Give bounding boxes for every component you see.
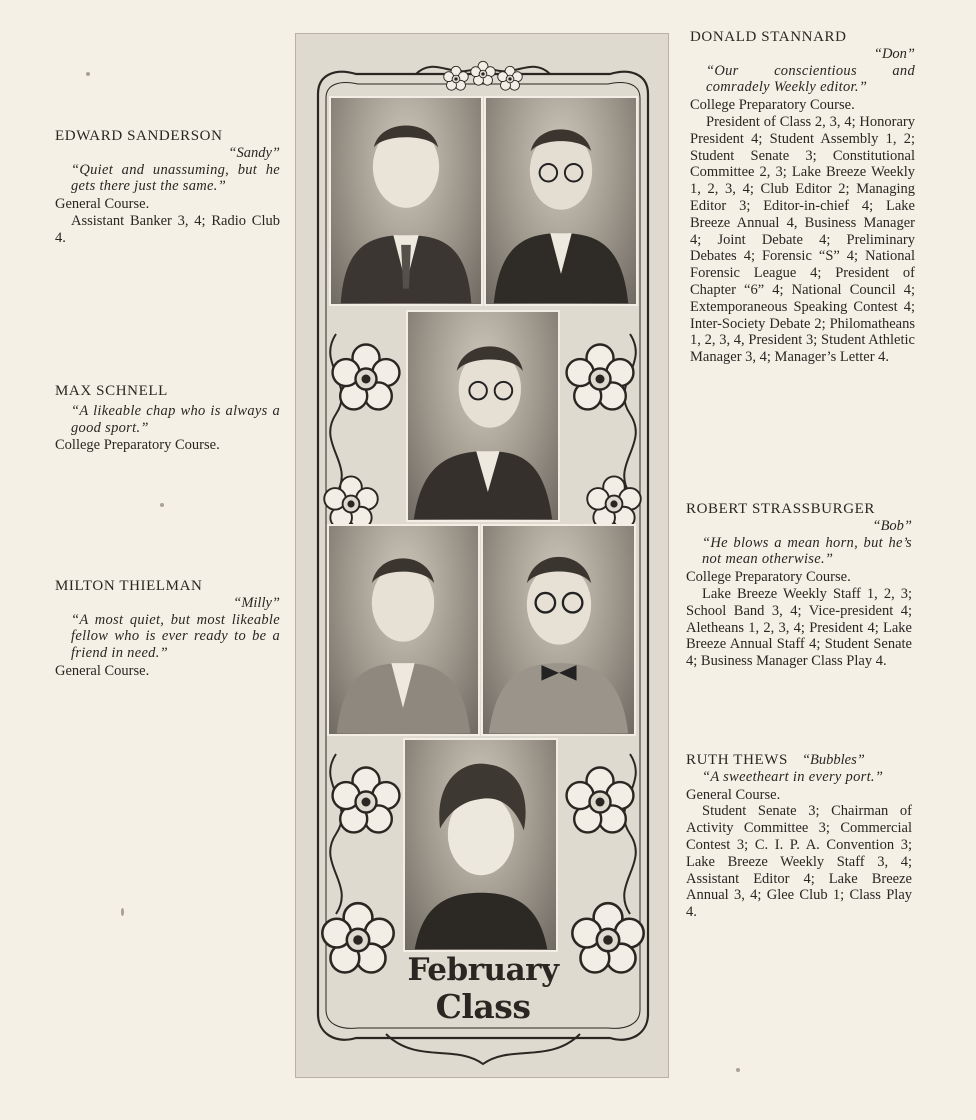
portrait-photo-thielman bbox=[327, 524, 480, 736]
paper-speck bbox=[736, 1068, 740, 1072]
entry-milton-thielman bbox=[55, 578, 280, 680]
student-quote: “He blows a mean horn, but he’s not mean otherwise.” bbox=[702, 534, 912, 568]
student-quote: “A most quiet, but most likeable fellow who is ever ready to be a friend in need.” bbox=[71, 611, 280, 662]
student-course: General Course. bbox=[686, 786, 781, 803]
entry-edward-sanderson bbox=[55, 128, 280, 247]
student-nickname: “Bob” bbox=[872, 517, 912, 534]
photo-panel bbox=[295, 33, 669, 1078]
entry-donald-stannard bbox=[690, 29, 915, 366]
student-nickname: “Sandy” bbox=[228, 144, 280, 161]
student-course: College Preparatory Course. bbox=[690, 97, 855, 114]
student-nickname: “Bubbles” bbox=[801, 752, 865, 768]
entry-max-schnell bbox=[55, 383, 280, 454]
paper-speck bbox=[121, 908, 124, 916]
entry-ruth-thews bbox=[686, 752, 912, 921]
student-quote: “Our conscientious and comradely Weekly editor.” bbox=[706, 62, 915, 96]
portrait-photo-sanderson bbox=[484, 96, 638, 306]
paper-speck bbox=[160, 503, 164, 507]
student-course: College Preparatory Course. bbox=[686, 569, 851, 586]
portrait-photo-schnell bbox=[406, 310, 560, 522]
student-activities: Lake Breeze Weekly Staff 1, 2, 3; School Band 3, 4; Vice-president 4; Aletheans 1, 2, 3, 4; President 4; Lake Breeze Annual Staff 4; Student Senate 4; Business Manager Class Play 4. bbox=[686, 585, 912, 670]
student-name: MILTON THIELMAN bbox=[55, 578, 203, 594]
student-quote: “A sweetheart in every port.” bbox=[702, 768, 884, 785]
portrait-photo-thews bbox=[403, 738, 558, 952]
student-course: General Course. bbox=[55, 662, 150, 679]
student-name: RUTH THEWS bbox=[686, 752, 788, 768]
student-name: DONALD STANNARD bbox=[690, 29, 847, 45]
panel-title-february: February bbox=[407, 952, 559, 988]
student-activities: Student Senate 3; Chairman of Activity Committee 3; Commercial Contest 3; C. I. P. A. Convention 3; Lake Breeze Weekly Staff 3, 4; Assistant Editor 4; Lake Breeze Annual 3, 4; Glee Club 1; Class Play 4. bbox=[686, 803, 912, 921]
student-course: General Course. bbox=[55, 196, 150, 213]
student-activities: President of Class 2, 3, 4; Honorary President 4; Student Assembly 1, 2; Student Senate 3; Constitutional Committee 2, 3; Lake Breeze Weekly 1, 2, 3, 4; Club Editor 2; Managing Editor 3; Editor-in-chief 4; Lake Breeze Annual 4, Business Manager 4; Joint Debate 4; Preliminary Debates 4; Forensic “S” 4; National Forensic League 4; President of Chapter “6” 4; National Council 4; Extemporaneous Speaking Contest 4; Inter-Society Debate 2; Philomatheans 1, 2, 3, 4, President 3; Student Athletic Manager 3, 4; Manager’s Letter 4. bbox=[690, 113, 915, 366]
student-name: ROBERT STRASSBURGER bbox=[686, 501, 876, 517]
student-nickname: “Milly” bbox=[233, 594, 280, 611]
student-nickname: “Don” bbox=[873, 45, 915, 62]
student-quote: “Quiet and unassuming, but he gets there just the same.” bbox=[71, 161, 280, 195]
portrait-photo-stannard bbox=[329, 96, 483, 306]
portrait-photo-strassburger bbox=[481, 524, 636, 736]
student-course: College Preparatory Course. bbox=[55, 437, 220, 454]
student-name: EDWARD SANDERSON bbox=[55, 128, 223, 144]
student-activities: Assistant Banker 3, 4; Radio Club 4. bbox=[55, 212, 280, 246]
panel-title-class: Class bbox=[435, 987, 531, 1026]
paper-speck bbox=[86, 72, 90, 76]
entry-robert-strassburger bbox=[686, 501, 912, 670]
student-quote: “A likeable chap who is always a good sport.” bbox=[71, 402, 280, 436]
student-name: MAX SCHNELL bbox=[55, 383, 168, 399]
